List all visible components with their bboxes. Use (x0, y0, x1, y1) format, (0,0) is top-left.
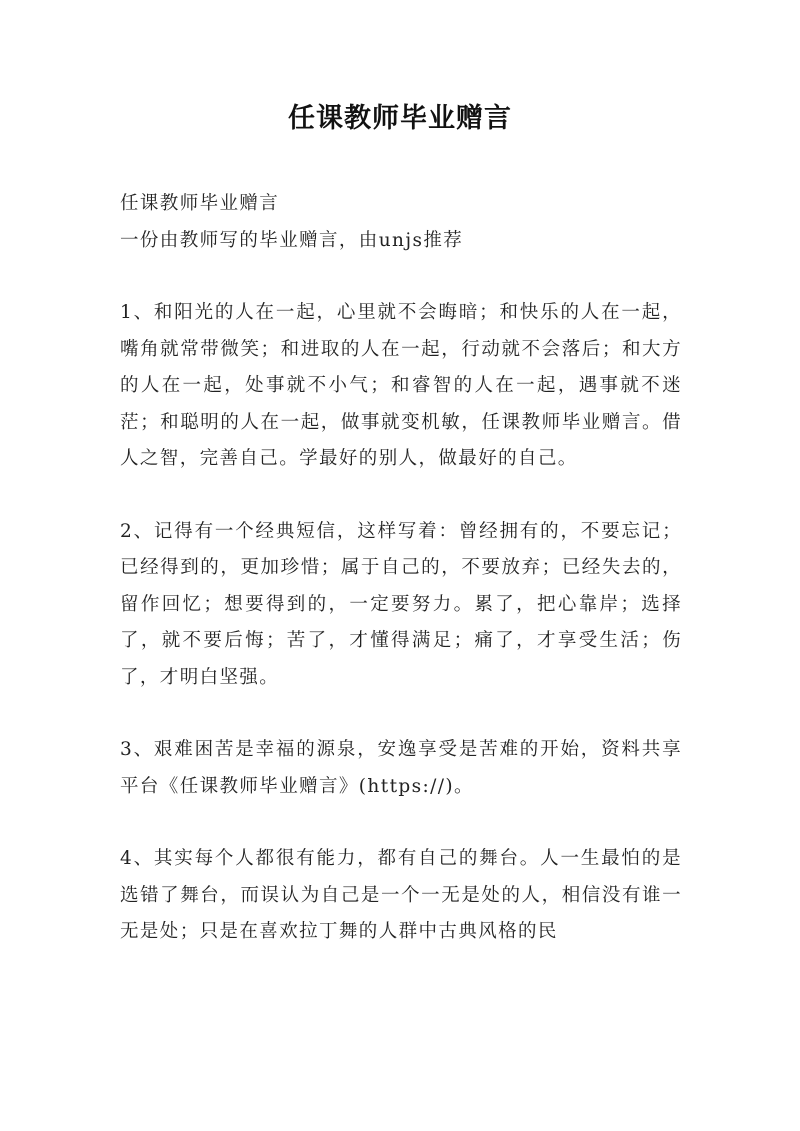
paragraph-spacer (120, 696, 682, 732)
paragraph-4: 4、其实每个人都很有能力，都有自己的舞台。人一生最怕的是选错了舞台，而误认为自己是一个一无是处的人，相信没有谁一无是处；只是在喜欢拉丁舞的人群中古典风格的民 (120, 848, 682, 942)
document-body (120, 186, 682, 951)
intro-line-1: 任课教师毕业赠言 (120, 193, 280, 214)
document-title: 任课教师毕业赠言 (288, 103, 512, 134)
intro-line-2: 一份由教师写的毕业赠言，由unjs推荐 (120, 229, 464, 251)
paragraph-3: 3、艰难困苦是幸福的源泉，安逸享受是苦难的开始，资料共享平台《任课教师毕业赠言》(https://)。 (120, 739, 682, 797)
paragraph-spacer (120, 259, 682, 295)
paragraph-spacer (120, 478, 682, 514)
paragraph-spacer (120, 805, 682, 841)
paragraph-1: 1、和阳光的人在一起，心里就不会晦暗；和快乐的人在一起，嘴角就常带微笑；和进取的人在一起，行动就不会落后；和大方的人在一起，处事就不小气；和睿智的人在一起，遇事就不迷茫；和聪明的人在一起，做事就变机敏，任课教师毕业赠言。借人之智，完善自己。学最好的别人，做最好的自己。 (120, 302, 682, 469)
paragraph-2: 2、记得有一个经典短信，这样写着：曾经拥有的，不要忘记；已经得到的，更加珍惜；属于自己的，不要放弃；已经失去的，留作回忆；想要得到的，一定要努力。累了，把心靠岸；选择了，就不要后悔；苦了，才懂得满足；痛了，才享受生活；伤了，才明白坚强。 (120, 520, 682, 688)
